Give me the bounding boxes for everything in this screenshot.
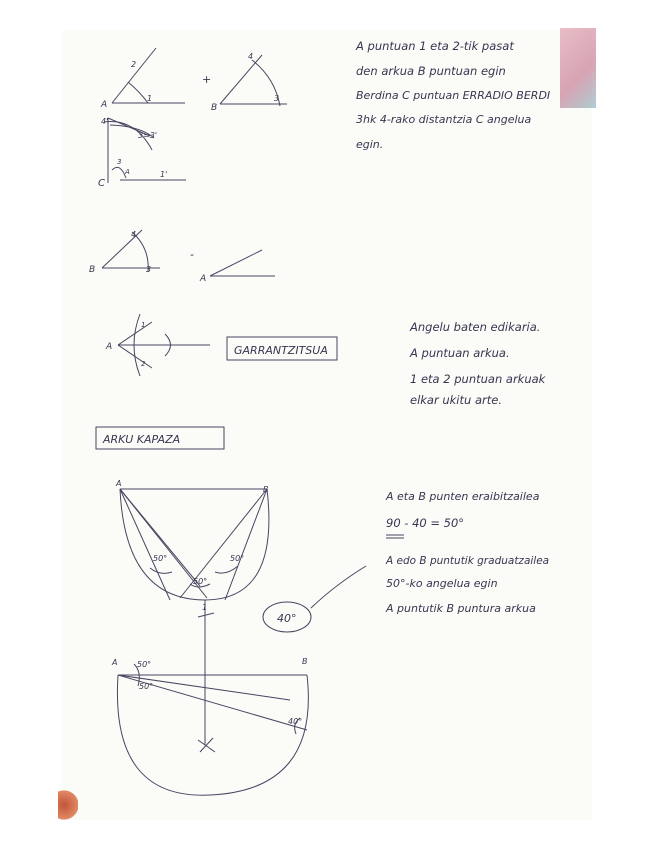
diagram-label: 4 [131, 230, 137, 239]
pointer-line [311, 566, 366, 608]
diagram-label: 1' [160, 170, 168, 179]
note-line: A eta B punten eraibitzailea [386, 490, 540, 503]
arc-capable-upper [120, 489, 269, 745]
note-line: 90 - 40 = 50° [386, 516, 465, 530]
diagram-label: + [202, 73, 212, 86]
diagram-label: A [106, 342, 113, 352]
angle-label: 40° [288, 717, 303, 726]
angle-label: 50° [137, 660, 152, 669]
note-line: A puntuan arkua. [410, 346, 510, 360]
diagram-label: A [112, 658, 118, 667]
note-line: 3hk 4-rako distantzia C angelua [356, 113, 532, 126]
diagram-label: 1 [147, 94, 153, 103]
diagram-label: A [116, 479, 122, 488]
note-line: elkar ukitu arte. [410, 393, 502, 407]
arku-kapaza-label: ARKU KAPAZA [103, 433, 181, 446]
angle-subtract-diagram [102, 230, 275, 276]
diagram-label: B [89, 265, 96, 275]
diagram-label: 3=3' [138, 131, 158, 140]
note-line: 50°-ko angelua egin [386, 577, 498, 590]
note-line: Berdina C puntuan ERRADIO BERDI [356, 89, 551, 102]
note-line: egin. [356, 138, 384, 151]
angle-label: 50° [139, 682, 154, 691]
diagram-label: B [211, 103, 218, 113]
note-line: A edo B puntutik graduatzailea [386, 555, 550, 567]
diagram-label: 4 [248, 52, 254, 61]
diagram-label: 4' [101, 117, 109, 126]
angle-label: 50° [230, 554, 245, 563]
note-line: 1 eta 2 puntuan arkuak [410, 372, 546, 386]
diagram-label: B [263, 485, 269, 494]
diagram-label: 3 [117, 158, 122, 166]
angle-label: 50° [153, 554, 168, 563]
note-line: A puntuan 1 eta 2-tik pasat [356, 39, 514, 53]
diagram-label: 2 [131, 60, 137, 69]
angle-label: 50° [193, 577, 208, 586]
note-line: Angelu baten edikaria. [410, 320, 541, 334]
diagram-label: 2 [141, 360, 146, 368]
diagram-label: B [302, 657, 308, 666]
diagram-label: - [190, 248, 194, 261]
diagram-label: C [98, 178, 105, 189]
diagram-label: 3 [146, 265, 152, 274]
diagram-label: A [125, 168, 130, 176]
diagram-label: 3 [274, 94, 280, 103]
diagram-label: A [101, 100, 108, 110]
diagram-label: A [200, 274, 207, 284]
note-line: den arkua B puntuan egin [356, 64, 506, 78]
diagram-label: 1 [141, 321, 146, 329]
diagram-label: 1 [202, 603, 208, 612]
garrantzitsua-label: GARRANTZITSUA [234, 344, 328, 357]
circled-value: 40° [277, 612, 297, 625]
note-line: A puntutik B puntura arkua [386, 602, 536, 615]
bisector-diagram [118, 314, 210, 376]
